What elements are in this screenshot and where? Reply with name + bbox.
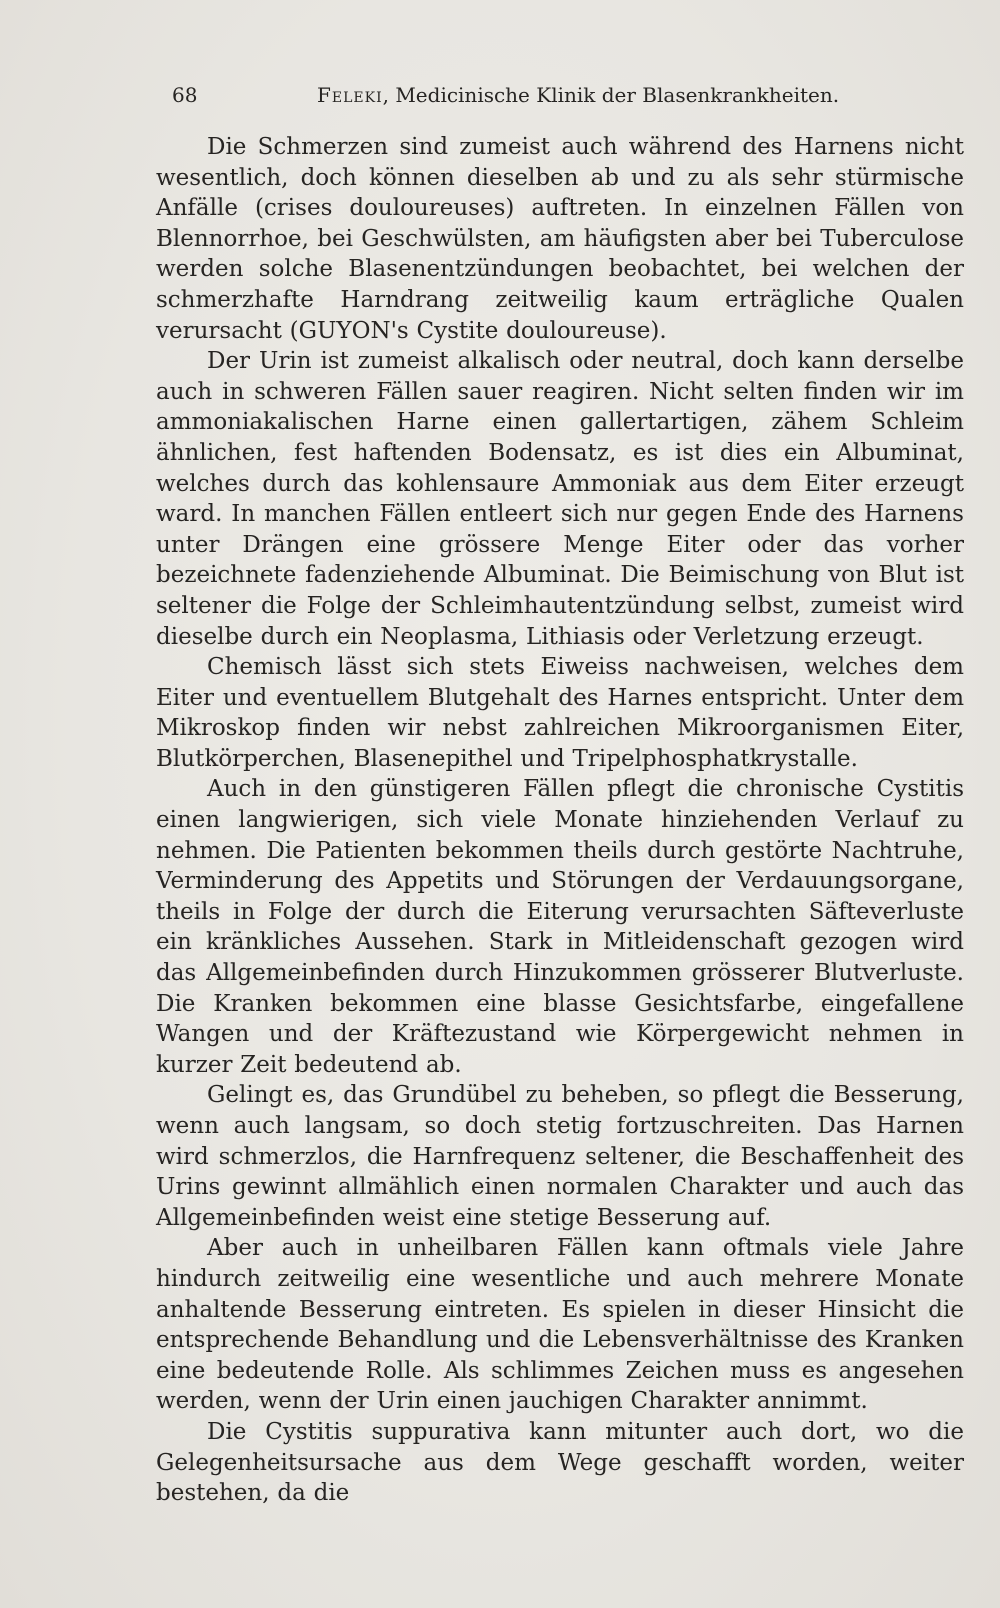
running-head-author: Feleki bbox=[317, 83, 383, 107]
paragraph-improvement: Gelingt es, das Grundübel zu beheben, so pflegt die Besserung, wenn auch langsam, so doch stetig fortzuschreiten. Das Harnen wird schmerzlos, die Harnfrequenz seltener, die Beschaffenheit des Urins gewinnt allmählich einen normalen Charakter und auch das Allgemeinbefinden weist eine stetige Besserung auf. bbox=[156, 1082, 964, 1231]
page-header bbox=[172, 78, 840, 112]
body-text bbox=[156, 132, 964, 1509]
paragraph-pain: Die Schmerzen sind zumeist auch während des Harnens nicht wesentlich, doch können dieselben ab und zu als sehr stürmische Anfälle (crises douloureuses) auftreten. In einzelnen Fällen von Blennorrhoe, bei Geschwülsten, am häufigsten aber bei Tuberculose werden solche Blasenentzündungen beobachtet, bei welchen der schmerzhafte Harndrang zeitweilig kaum erträgliche Qualen verursacht (GUYON's Cystite douloureuse). bbox=[156, 134, 964, 344]
paragraph-chemistry: Chemisch lässt sich stets Eiweiss nachweisen, welches dem Eiter und eventuellem Blutgehalt des Harnes entspricht. Unter dem Mikroskop finden wir nebst zahlreichen Mikroorganismen Eiter, Blutkörperchen, Blasenepithel und Tripelphosphatkrystalle. bbox=[156, 654, 964, 772]
page-number: 68 bbox=[172, 83, 198, 107]
paragraph-incurable: Aber auch in unheilbaren Fällen kann oftmals viele Jahre hindurch zeitweilig eine wesentliche und auch mehrere Monate anhaltende Besserung eintreten. Es spielen in dieser Hinsicht die entsprechende Behandlung und die Lebensverhältnisse des Kranken eine bedeutende Rolle. Als schlimmes Zeichen muss es angesehen werden, wenn der Urin einen jauchigen Charakter annimmt. bbox=[156, 1235, 964, 1415]
paragraph-urine: Der Urin ist zumeist alkalisch oder neutral, doch kann derselbe auch in schweren Fällen sauer reagiren. Nicht selten finden wir im ammoniakalischen Harne einen gallertartigen, zähem Schleim ähnlichen, fest haftenden Bodensatz, es ist dies ein Albuminat, welches durch das kohlensaure Ammoniak aus dem Eiter erzeugt ward. In manchen Fällen entleert sich nur gegen Ende des Harnens unter Drängen eine grössere Menge Eiter oder das vorher bezeichnete fadenziehende Albuminat. Die Beimischung von Blut ist seltener die Folge der Schleimhautentzündung selbst, zumeist wird dieselbe durch ein Neoplasma, Lithiasis oder Verletzung erzeugt. bbox=[156, 348, 964, 650]
paragraph-course: Auch in den günstigeren Fällen pflegt die chronische Cystitis einen langwierigen, sich viele Monate hinziehenden Verlauf zu nehmen. Die Patienten bekommen theils durch gestörte Nachtruhe, Verminderung des Appetits und Störungen der Verdauungsorgane, theils in Folge der durch die Eiterung verursachten Säfteverluste ein kränkliches Aussehen. Stark in Mitleidenschaft gezogen wird das Allgemeinbefinden durch Hinzukommen grösserer Blutverluste. Die Kranken bekommen eine blasse Gesichtsfarbe, eingefallene Wangen und der Kräftezustand wie Körpergewicht nehmen in kurzer Zeit bedeutend ab. bbox=[156, 776, 964, 1078]
running-head bbox=[317, 78, 839, 112]
running-head-title: , Medicinische Klinik der Blasenkrankheiten. bbox=[382, 83, 840, 107]
paragraph-suppurativa: Die Cystitis suppurativa kann mitunter auch dort, wo die Gelegenheitsursache aus dem Wege geschafft worden, weiter bestehen, da die bbox=[156, 1418, 964, 1507]
